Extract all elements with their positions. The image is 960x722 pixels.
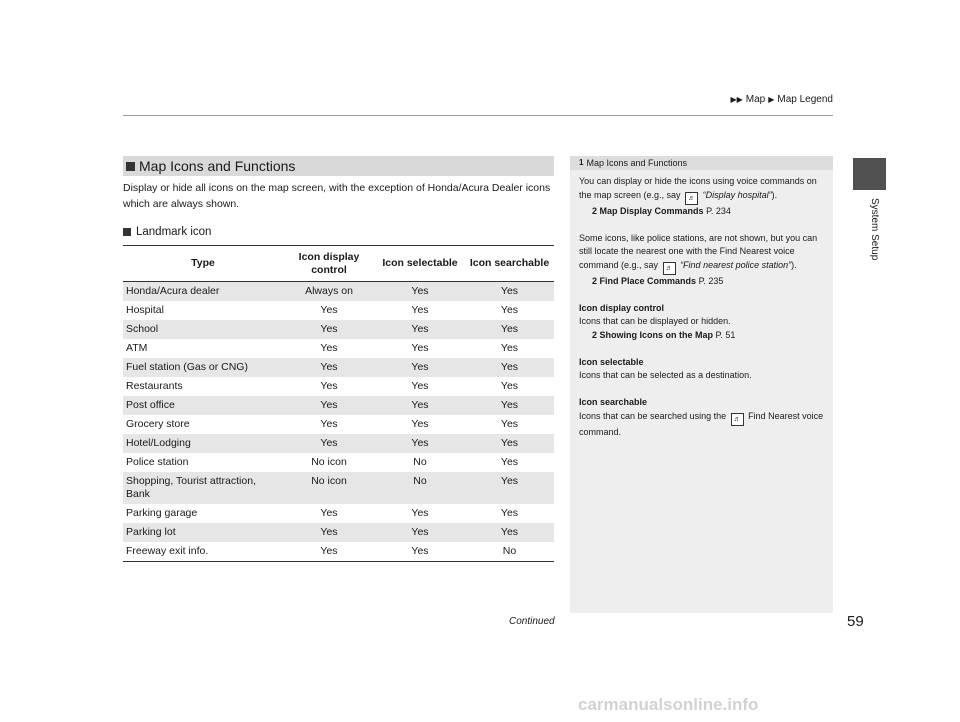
reference-page: P. 51 xyxy=(715,329,736,340)
cell-type: Hotel/Lodging xyxy=(123,434,283,453)
cell-searchable: Yes xyxy=(465,358,554,377)
note-text: Icons that can be searched using the xyxy=(579,410,727,421)
cell-selectable: Yes xyxy=(375,434,465,453)
intro-paragraph: Display or hide all icons on the map screen, with the exception of Honda/Acura Dealer icons which are always shown. xyxy=(123,182,551,210)
cell-selectable: Yes xyxy=(411,380,429,392)
note-subheading: Icon searchable xyxy=(579,397,648,407)
cell-selectable: Yes xyxy=(411,304,429,316)
sidebar-note-body xyxy=(579,175,829,439)
cell-display: Yes xyxy=(320,380,338,392)
watermark: carmanualsonline.info xyxy=(578,695,759,714)
cell-searchable: Yes xyxy=(465,320,554,339)
chapter-tab-label: System Setup xyxy=(869,198,880,261)
cell-searchable: Yes xyxy=(500,456,519,468)
continued-label: Continued xyxy=(509,616,555,627)
sidebar-note-header xyxy=(570,156,833,170)
note-text: ). xyxy=(771,189,778,200)
cell-searchable: Yes xyxy=(500,507,519,519)
cell-type: Freeway exit info. xyxy=(123,542,283,562)
table-row xyxy=(123,358,554,377)
talk-button-icon: ♬ xyxy=(731,413,744,426)
cell-searchable: Yes xyxy=(465,472,554,504)
note-subheading: Icon selectable xyxy=(579,356,644,367)
cell-type: Post office xyxy=(123,396,283,415)
cell-type: Shopping, Tourist attraction, Bank xyxy=(123,472,283,504)
cross-reference[interactable] xyxy=(579,329,829,343)
cell-display: Yes xyxy=(320,304,338,316)
cell-type: Parking garage xyxy=(126,507,198,519)
cell-display: No icon xyxy=(283,472,375,504)
cell-display: Always on xyxy=(283,282,375,302)
column-header-selectable: Icon selectable xyxy=(375,246,465,282)
cell-display: Yes xyxy=(283,396,375,415)
cell-selectable: Yes xyxy=(375,320,465,339)
note-text: Icons that can be displayed or hidden. xyxy=(579,316,731,326)
cell-selectable: No xyxy=(413,456,427,468)
cell-selectable: Yes xyxy=(411,342,429,354)
cell-display: Yes xyxy=(320,507,338,519)
square-bullet-icon xyxy=(123,228,131,236)
table-row xyxy=(123,472,554,504)
cell-type: Hospital xyxy=(126,304,164,316)
cell-type: Honda/Acura dealer xyxy=(123,282,283,302)
table-row xyxy=(123,415,554,434)
table-row xyxy=(123,320,554,339)
voice-command-quote: “Display hospital” xyxy=(702,189,772,200)
note-paragraph xyxy=(579,232,829,275)
note-paragraph xyxy=(579,175,829,205)
cross-reference[interactable] xyxy=(579,275,829,289)
cross-reference[interactable] xyxy=(579,205,829,219)
cell-display: Yes xyxy=(283,542,375,562)
cell-selectable: Yes xyxy=(375,358,465,377)
reference-title[interactable]: Find Place Commands xyxy=(599,275,697,286)
cell-selectable: Yes xyxy=(411,418,429,430)
reference-arrow-icon: 2 xyxy=(592,275,598,286)
talk-button-icon: ♬ xyxy=(663,262,676,275)
cell-searchable: Yes xyxy=(500,342,519,354)
cell-display: Yes xyxy=(283,523,375,542)
cell-selectable: Yes xyxy=(411,507,429,519)
table-row xyxy=(123,523,554,542)
note-text: Some icons, like police stations, are not shown, but you can still locate the nearest one with the Find Nearest voice command (e.g., say xyxy=(579,232,818,270)
section-title: Map Icons and Functions xyxy=(139,158,296,174)
cell-display: Yes xyxy=(320,342,338,354)
cell-selectable: No xyxy=(375,472,465,504)
cell-selectable: Yes xyxy=(375,282,465,302)
reference-page: P. 234 xyxy=(706,205,731,216)
cell-type: School xyxy=(123,320,283,339)
note-text: Icons that can be selected as a destination. xyxy=(579,370,752,380)
note-subheading: Icon display control xyxy=(579,302,665,313)
breadcrumb-item[interactable]: Map xyxy=(745,94,766,105)
reference-page: P. 235 xyxy=(698,275,724,286)
column-header-display: Icon display control xyxy=(283,246,375,282)
table-row xyxy=(123,377,554,396)
cell-display: Yes xyxy=(283,434,375,453)
cell-display: Yes xyxy=(320,418,338,430)
table-header-row xyxy=(123,246,554,282)
section-heading xyxy=(123,156,554,176)
cell-selectable: Yes xyxy=(375,396,465,415)
cell-type: Police station xyxy=(126,456,189,468)
note-text: You can display or hide the icons using voice commands on the map screen (e.g., say xyxy=(579,176,817,200)
reference-arrow-icon: 2 xyxy=(592,205,598,216)
table-row xyxy=(123,301,554,320)
cell-searchable: Yes xyxy=(465,282,554,302)
cell-selectable: Yes xyxy=(375,542,465,562)
cell-type: Grocery store xyxy=(126,418,190,430)
note-text: Find Nearest voice command. xyxy=(579,410,824,437)
table-row xyxy=(123,453,554,472)
cell-searchable: Yes xyxy=(500,418,519,430)
reference-marker-icon: 1 xyxy=(579,158,584,167)
chapter-tab-marker xyxy=(853,158,886,190)
breadcrumb-item[interactable]: Map Legend xyxy=(777,94,833,105)
reference-title[interactable]: Showing Icons on the Map xyxy=(599,329,714,340)
cell-searchable: No xyxy=(465,542,554,562)
table-row xyxy=(123,282,554,302)
cell-display: Yes xyxy=(283,320,375,339)
cell-type: Parking lot xyxy=(123,523,283,542)
cell-searchable: Yes xyxy=(465,523,554,542)
header-divider xyxy=(123,115,833,116)
breadcrumb-arrow-icon: ▶▶ xyxy=(730,95,743,104)
cell-display: Yes xyxy=(283,358,375,377)
note-text: ). xyxy=(791,259,797,270)
column-header-searchable: Icon searchable xyxy=(465,246,554,282)
table-row xyxy=(123,396,554,415)
table-row xyxy=(123,339,554,358)
subsection-heading xyxy=(123,226,211,238)
square-bullet-icon xyxy=(126,162,135,171)
reference-title[interactable]: Map Display Commands xyxy=(599,205,704,216)
column-header-type: Type xyxy=(123,246,283,282)
table-row xyxy=(123,434,554,453)
subsection-title: Landmark icon xyxy=(136,226,212,238)
landmark-icon-table xyxy=(123,245,554,562)
breadcrumb xyxy=(730,94,833,105)
breadcrumb-arrow-icon: ▶ xyxy=(768,95,775,104)
page-number: 59 xyxy=(847,613,864,630)
cell-searchable: Yes xyxy=(465,434,554,453)
table-row xyxy=(123,542,554,562)
talk-button-icon: ♬ xyxy=(685,192,698,205)
sidebar-note-panel xyxy=(570,156,833,613)
cell-type: Fuel station (Gas or CNG) xyxy=(123,358,283,377)
reference-arrow-icon: 2 xyxy=(592,329,598,340)
cell-searchable: Yes xyxy=(500,380,519,392)
cell-type: ATM xyxy=(126,342,148,354)
table-row xyxy=(123,504,554,523)
note-paragraph xyxy=(579,410,829,440)
cell-display: No icon xyxy=(311,456,347,468)
voice-command-quote: “Find nearest police station” xyxy=(680,259,792,270)
cell-selectable: Yes xyxy=(375,523,465,542)
cell-searchable: Yes xyxy=(500,304,519,316)
cell-searchable: Yes xyxy=(465,396,554,415)
sidebar-note-title: Map Icons and Functions xyxy=(586,158,688,168)
cell-type: Restaurants xyxy=(126,380,183,392)
